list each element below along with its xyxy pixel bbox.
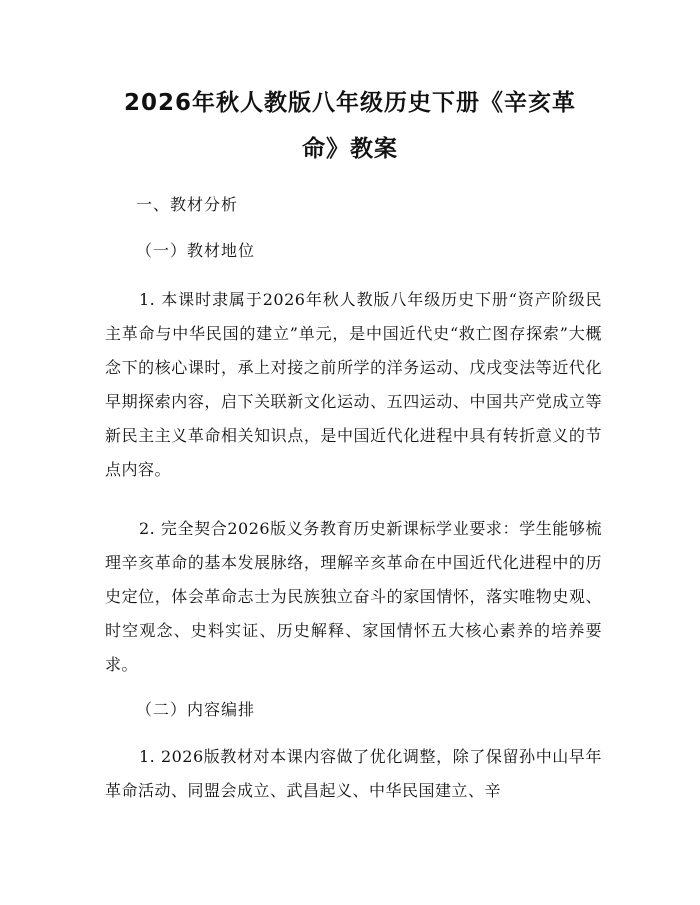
subsection-heading-material-status: （一）教材地位 [136,241,256,260]
document-title-line-2: 命》教案 [302,136,398,162]
subsection-heading-content-arrangement: （二）内容编排 [136,700,256,719]
paragraph-content-arrangement-1: 1. 2026版教材对本课内容做了优化调整，除了保留孙中山早年革命活动、同盟会成立、武昌起义、中华民国建立、辛 [105,747,602,800]
document-title-line-1: 2026年秋人教版八年级历史下册《辛亥革 [123,90,576,116]
paragraph-material-status-1: 1. 本课时隶属于2026年秋人教版八年级历史下册“资产阶级民主革命与中华民国的建立”单元，是中国近代史“救亡图存探索”大概念下的核心课时，承上对接之前所学的洋务运动、戊戌变法等近代化早期探索内容，启下关联新文化运动、五四运动、中国共产党成立等新民主主义革命相关知识点，是中国近代化进程中具有转折意义的节点内容。 [105,290,602,479]
paragraph-material-status-2: 2. 完全契合2026版义务教育历史新课标学业要求：学生能够梳理辛亥革命的基本发展脉络，理解辛亥革命在中国近代化进程中的历史定位，体会革命志士为民族独立奋斗的家国情怀，落实唯物史观、时空观念、史料实证、历史解释、家国情怀五大核心素养的培养要求。 [105,519,602,674]
section-heading-teaching-material-analysis: 一、教材分析 [136,195,239,214]
